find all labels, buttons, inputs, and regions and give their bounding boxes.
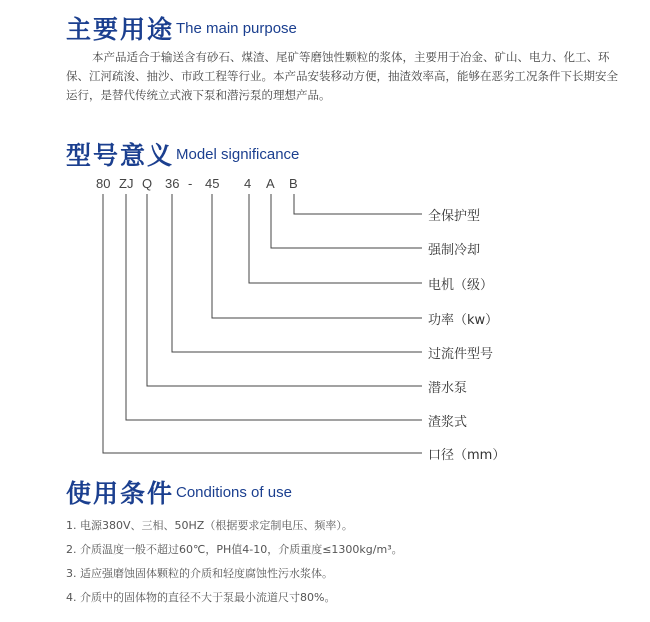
purpose-paragraph-line-3: 运行，是替代传统立式液下泵和潜污泵的理想产品。 xyxy=(66,88,331,102)
condition-item: 3. 适应强磨蚀固体颗粒的介质和轻度腐蚀性污水浆体。 xyxy=(66,567,333,580)
legend-protection: 全保护型 xyxy=(428,209,481,224)
code-part-cooling: A xyxy=(266,176,275,191)
code-part-power: 45 xyxy=(205,176,220,191)
code-part-dash: - xyxy=(188,176,193,191)
legend-slurry: 渣浆式 xyxy=(428,415,468,430)
code-part-flow-parts: 36 xyxy=(165,176,180,191)
section-title-conditions-en: Conditions of use xyxy=(176,484,292,501)
leader-line-power xyxy=(212,194,422,318)
legend-caliber: 口径（mm） xyxy=(428,448,506,463)
leader-line-protection xyxy=(294,194,422,214)
condition-item: 2. 介质温度一般不超过60℃，PH值4-10，介质重度≤1300kg/m³。 xyxy=(66,543,403,556)
purpose-paragraph-line-1: 本产品适合于输送含有砂石、煤渣、尾矿等磨蚀性颗粒的浆体，主要用于冶金、矿山、电力、化工、环 xyxy=(92,50,610,64)
leader-line-caliber xyxy=(103,194,422,453)
code-part-protection: B xyxy=(289,176,298,191)
legend-cooling: 强制冷却 xyxy=(428,243,481,258)
code-part-submersible: Q xyxy=(142,176,153,191)
leader-line-submersible xyxy=(147,194,422,386)
legend-flow-parts: 过流件型号 xyxy=(428,347,494,362)
purpose-paragraph-line-2: 保、江河疏浚、抽沙、市政工程等行业。本产品安装移动方便，抽渣效率高，能够在恶劣工况条件下长期安全 xyxy=(66,69,618,83)
code-part-caliber: 80 xyxy=(96,176,111,191)
section-title-conditions-cn: 使用条件 xyxy=(66,479,175,508)
condition-item: 1. 电源380V、三相、50HZ（根据要求定制电压、频率）。 xyxy=(66,519,353,532)
leader-line-motor xyxy=(249,194,422,283)
code-part-motor: 4 xyxy=(244,176,252,191)
condition-item: 4. 介质中的固体物的直径不大于泵最小流道尺寸80%。 xyxy=(66,591,336,604)
section-title-model-cn: 型号意义 xyxy=(66,141,175,170)
section-title-model-en: Model significance xyxy=(176,146,300,163)
legend-motor: 电机（级） xyxy=(428,278,494,293)
legend-power: 功率（kw） xyxy=(428,313,499,328)
legend-submersible: 潜水泵 xyxy=(428,381,468,396)
section-title-purpose-en: The main purpose xyxy=(176,20,297,37)
leader-line-flow-parts xyxy=(172,194,422,352)
code-part-slurry: ZJ xyxy=(119,176,134,191)
section-title-purpose-cn: 主要用途 xyxy=(66,15,175,44)
